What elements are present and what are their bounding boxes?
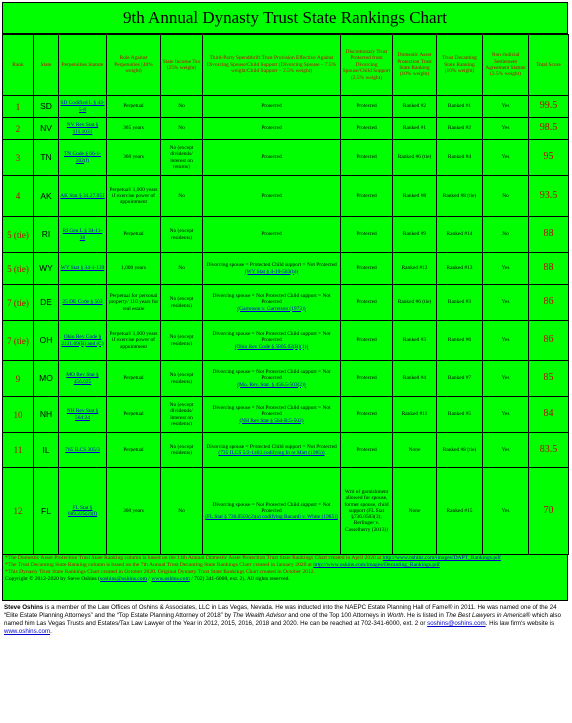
discretionary-cell: Protected bbox=[341, 140, 393, 176]
tax-cell: No bbox=[161, 176, 203, 217]
header-discretionary: Discretionary Trust Protected from Divorcing Spouse/Child Support (2.5% weight) bbox=[341, 35, 393, 96]
rank-cell: 7 (tie) bbox=[3, 321, 34, 361]
decanting-cell: Ranked #1 bbox=[437, 96, 483, 118]
statute-link[interactable] bbox=[59, 468, 107, 555]
spendthrift-citation[interactable]: (NH Rev Stat § 564-B:5-502) bbox=[239, 417, 304, 424]
statute-link-text[interactable]: MO Rev Stat § 456.025 bbox=[66, 372, 99, 385]
non-judicial-cell: Yes bbox=[483, 285, 529, 321]
spendthrift-cell bbox=[203, 217, 341, 253]
tax-cell: No (except dividends/ interest on returns) bbox=[161, 140, 203, 176]
dapt-cell: None bbox=[393, 433, 437, 468]
table-row bbox=[3, 321, 569, 361]
chart-title: 9th Annual Dynasty Trust State Rankings Chart bbox=[2, 2, 568, 34]
rule-cell: Perpetual bbox=[107, 96, 161, 118]
spendthrift-text: Protected bbox=[261, 154, 282, 161]
tax-cell: No (except residents) bbox=[161, 361, 203, 397]
header-total-score: Total Score bbox=[529, 35, 569, 96]
dapt-note: *The Domestic Asset Protection Trust State Ranking column is based on the 11th Annual Domestic Asset Protection Trust State Rankings Chart created in April 2020 at bbox=[5, 555, 382, 561]
state-cell: NH bbox=[34, 397, 59, 433]
state-cell: AK bbox=[34, 176, 59, 217]
bio-text-3: . He is listed in bbox=[403, 612, 446, 619]
spendthrift-cell bbox=[203, 468, 341, 555]
header-income-tax: State Income Tax (25% weight) bbox=[161, 35, 203, 96]
discretionary-cell: Protected bbox=[341, 118, 393, 140]
statute-link[interactable] bbox=[59, 321, 107, 361]
statute-link[interactable] bbox=[59, 217, 107, 253]
author-bio bbox=[2, 601, 568, 636]
statute-link[interactable] bbox=[59, 96, 107, 118]
spendthrift-citation[interactable]: (735 ILCS 5/2-1403 codifying In re Matt (1985)) bbox=[218, 450, 325, 456]
bio-worth: Worth bbox=[387, 612, 404, 619]
spendthrift-citation[interactable]: (Mo. Rev. Stat. § 456.5-503(2)) bbox=[237, 381, 306, 388]
spendthrift-cell bbox=[203, 253, 341, 285]
tax-cell: No (except residents) bbox=[161, 285, 203, 321]
tax-cell: No (except residents) bbox=[161, 433, 203, 468]
spendthrift-citation[interactable]: (FL Stat § 736.0503(2)(a) codifying Bacardi v. White (1985)) bbox=[205, 514, 338, 521]
state-cell: NV bbox=[34, 118, 59, 140]
state-cell: SD bbox=[34, 96, 59, 118]
rankings-table bbox=[2, 34, 569, 555]
spendthrift-text: Divorcing spouse = Protected Child support = Not Protected bbox=[206, 443, 337, 450]
header-non-judicial: Non-Judicial Settlement Agreement Statute (2.5% weight) bbox=[483, 35, 529, 96]
header-spendthrift: Third-Party Spendthrift Trust Provision Effective Against Divorcing Spouse/Child Support (Divorcing Spouse – 7.5% weight/Child Support – 2.5% weight) bbox=[203, 35, 341, 96]
spendthrift-citation[interactable]: (WY Stat § 4-10-503(b)) bbox=[244, 268, 299, 275]
statute-link[interactable] bbox=[59, 118, 107, 140]
bio-email-link[interactable]: soshins@oshins.com bbox=[427, 620, 486, 627]
spendthrift-cell bbox=[203, 118, 341, 140]
dapt-rankings-link[interactable]: http://www.oshins.com/images/DAPT_Rankings.pdf bbox=[382, 555, 501, 561]
copyright-phone: / 702) 341-6000, ext. 2). All rights reserved. bbox=[189, 576, 290, 583]
spendthrift-text: Divorcing spouse = Not Protected Child support = Not Protected bbox=[212, 501, 331, 514]
score-cell: 83.5 bbox=[529, 433, 569, 468]
discretionary-cell: Protected bbox=[341, 96, 393, 118]
table-row bbox=[3, 397, 569, 433]
header-perpetuities: Perpetuities Statute bbox=[59, 35, 107, 96]
discretionary-cell: Protected bbox=[341, 217, 393, 253]
decanting-cell: Ranked #8 (tie) bbox=[437, 433, 483, 468]
rule-cell: Perpetual for personal property/ 110 years for real estate bbox=[107, 285, 161, 321]
dapt-cell: Ranked #12 bbox=[393, 253, 437, 285]
table-row bbox=[3, 285, 569, 321]
statute-link-text[interactable]: NH Rev Stat § 564:24 bbox=[66, 408, 99, 421]
spendthrift-text: Protected bbox=[261, 231, 282, 238]
rank-cell: 5 (tie) bbox=[3, 253, 34, 285]
rule-cell: Perpetual bbox=[107, 397, 161, 433]
statute-link-text[interactable]: SD Codified L § 43-5-8 bbox=[60, 100, 105, 113]
decanting-cell: Ranked #14 bbox=[437, 217, 483, 253]
state-cell: RI bbox=[34, 217, 59, 253]
dapt-cell: Ranked #2 bbox=[393, 96, 437, 118]
spendthrift-citation[interactable]: (Ohio Rev Code § 5805.02(B)(1)) bbox=[234, 343, 309, 350]
dapt-cell: Ranked #3 bbox=[393, 321, 437, 361]
rule-cell: Perpetual bbox=[107, 433, 161, 468]
non-judicial-cell: Yes bbox=[483, 397, 529, 433]
bio-best-lawyers: The Best Lawyers in America® bbox=[445, 612, 531, 619]
rank-cell: 5 (tie) bbox=[3, 217, 34, 253]
dapt-cell: None bbox=[393, 468, 437, 555]
table-row bbox=[3, 361, 569, 397]
score-cell: 88 bbox=[529, 217, 569, 253]
score-cell: 86 bbox=[529, 321, 569, 361]
header-dapt: Domestic Asset Protection Trust State Ranking (10% weight) bbox=[393, 35, 437, 96]
decanting-cell: Ranked #4 bbox=[437, 140, 483, 176]
decanting-cell: Ranked #7 bbox=[437, 361, 483, 397]
dapt-cell: Ranked #1 bbox=[393, 118, 437, 140]
statute-link[interactable] bbox=[59, 176, 107, 217]
spendthrift-text: Protected bbox=[261, 125, 282, 132]
rankings-chart bbox=[2, 2, 568, 636]
statute-link[interactable] bbox=[59, 140, 107, 176]
author-name: Steve Oshins bbox=[4, 604, 44, 611]
spendthrift-cell bbox=[203, 96, 341, 118]
decanting-rankings-link[interactable]: http://www.oshins.com/images/Decanting_Rankings.pdf bbox=[313, 562, 440, 569]
dapt-cell: Ranked #8 bbox=[393, 176, 437, 217]
spendthrift-text: Protected bbox=[261, 103, 282, 110]
bio-text-4: which also named him Las Vegas Trusts and Estates/Tax Law Lawyer of the Year in 2012, 2015, 2016, 2018 and 2020. He can be reached at 702-341-6000, ext. 2 or bbox=[4, 612, 561, 627]
tax-cell: No bbox=[161, 118, 203, 140]
score-cell: 85 bbox=[529, 361, 569, 397]
table-row bbox=[3, 217, 569, 253]
score-cell: 93.5 bbox=[529, 176, 569, 217]
header-state: State bbox=[34, 35, 59, 96]
dapt-cell: Ranked #6 (tie) bbox=[393, 285, 437, 321]
score-cell: 99.5 bbox=[529, 96, 569, 118]
statute-link-text[interactable]: 25 DE Code § 503 bbox=[62, 299, 103, 306]
dapt-cell: Ranked #9 bbox=[393, 217, 437, 253]
bio-text-1: is a member of the Law Offices of Oshins & Associates, LLC in Las Vegas, Nevada. He was inducted into the NAEPC Estate Planning Hall of Fame® in 2011. He was named one of the 24 “Elite Estate Planning Attorneys” and the “Top Estate Planning Attorney of 2018” by bbox=[4, 604, 557, 619]
header-row bbox=[3, 35, 569, 96]
decanting-cell: Ranked #2 bbox=[437, 118, 483, 140]
decanting-note: *The Trust Decanting State Ranking column is based on the 7th Annual Trust Decanting State Rankings Chart created in January 2020 at bbox=[5, 562, 312, 569]
spendthrift-text: Divorcing spouse = Not Protected Child support = Not Protected bbox=[212, 369, 331, 382]
header-rank: Rank bbox=[3, 35, 34, 96]
score-cell: 98.5 bbox=[529, 118, 569, 140]
rule-cell: Perpetual bbox=[107, 361, 161, 397]
non-judicial-cell: Yes bbox=[483, 321, 529, 361]
spendthrift-citation[interactable]: (Garretson v. Garretson (1973)) bbox=[237, 305, 306, 312]
spendthrift-text: Divorcing spouse = Not Protected Child support = Not Protected bbox=[212, 331, 331, 344]
non-judicial-cell: Yes bbox=[483, 140, 529, 176]
score-cell: 86 bbox=[529, 285, 569, 321]
non-judicial-cell: Yes bbox=[483, 253, 529, 285]
discretionary-cell: Protected bbox=[341, 253, 393, 285]
score-cell: 88 bbox=[529, 253, 569, 285]
table-row bbox=[3, 433, 569, 468]
decanting-cell: Ranked #6 bbox=[437, 321, 483, 361]
rule-cell: 365 years bbox=[107, 118, 161, 140]
non-judicial-cell: Yes bbox=[483, 433, 529, 468]
spendthrift-text: Protected bbox=[261, 192, 282, 199]
state-cell: OH bbox=[34, 321, 59, 361]
statute-link-text[interactable]: FL Stat § 689.225(2)(f) bbox=[67, 504, 98, 517]
bio-text-5: . His law firm's website is bbox=[485, 620, 555, 627]
statute-link-text[interactable]: RI Gen L § 34-11-38 bbox=[62, 228, 103, 241]
tax-cell: No bbox=[161, 96, 203, 118]
discretionary-cell: Protected bbox=[341, 433, 393, 468]
table-row bbox=[3, 118, 569, 140]
tax-cell: No (except residents) bbox=[161, 321, 203, 361]
dapt-cell: Ranked #6 (tie) bbox=[393, 140, 437, 176]
table-row bbox=[3, 253, 569, 285]
rank-cell: 2 bbox=[3, 118, 34, 140]
table-row bbox=[3, 176, 569, 217]
header-decanting: Trust Decanting State Ranking (10% weight) bbox=[437, 35, 483, 96]
rule-cell: 360 years bbox=[107, 140, 161, 176]
bio-text-6: . bbox=[50, 628, 52, 635]
dapt-cell: Ranked #4 bbox=[393, 361, 437, 397]
spendthrift-cell bbox=[203, 176, 341, 217]
score-cell: 70 bbox=[529, 468, 569, 555]
decanting-cell: Ranked #5 bbox=[437, 397, 483, 433]
discretionary-cell: Protected bbox=[341, 176, 393, 217]
rule-cell: 360 years bbox=[107, 468, 161, 555]
discretionary-cell: Writ of garnishment allowed for spouse, former spouse, child support (FL Stat §736.0503(3); Berlinger v. Casselberry (2013)) bbox=[341, 468, 393, 555]
statute-link[interactable] bbox=[59, 433, 107, 468]
statute-link-text[interactable]: AK Stat § 34.27.051 bbox=[60, 192, 105, 199]
non-judicial-cell: Yes bbox=[483, 361, 529, 397]
spendthrift-text: Divorcing spouse = Not Protected Child support = Not Protected bbox=[212, 293, 331, 306]
state-cell: MO bbox=[34, 361, 59, 397]
spendthrift-cell bbox=[203, 285, 341, 321]
table-row bbox=[3, 96, 569, 118]
created-note: *This Dynasty Trust State Rankings Chart created in October 2020. Original Dynasty Trust State Rankings Chart created in October 2012. bbox=[5, 569, 315, 576]
non-judicial-cell: No bbox=[483, 176, 529, 217]
table-row bbox=[3, 140, 569, 176]
decanting-cell: Ranked #3 bbox=[437, 285, 483, 321]
statute-link-text[interactable]: WY Stat § 34-1-139 bbox=[60, 265, 105, 272]
rule-cell: 1,000 years bbox=[107, 253, 161, 285]
statute-link-text[interactable]: TN Code § 66-1-202(f) bbox=[64, 151, 101, 164]
spendthrift-cell bbox=[203, 433, 341, 468]
statute-link[interactable] bbox=[59, 361, 107, 397]
header-rule-against-perpetuities: Rule Against Perpetuities (40% weight) bbox=[107, 35, 161, 96]
spendthrift-cell bbox=[203, 361, 341, 397]
non-judicial-cell: Yes bbox=[483, 96, 529, 118]
tax-cell: No (except dividends/ interest on residents) bbox=[161, 397, 203, 433]
bio-text-2: and one of the Top 100 Attorneys in bbox=[286, 612, 388, 619]
footnotes bbox=[2, 555, 568, 601]
bio-wealth-advisor: The Wealth Advisor bbox=[232, 612, 287, 619]
score-cell: 84 bbox=[529, 397, 569, 433]
state-cell: TN bbox=[34, 140, 59, 176]
spendthrift-text: Divorcing spouse = Not Protected Child support = Not Protected bbox=[212, 405, 331, 418]
decanting-cell: Ranked #8 (tie) bbox=[437, 176, 483, 217]
statute-link-text[interactable]: NV Rev Stat § 111.1031 bbox=[66, 122, 99, 135]
score-cell: 95 bbox=[529, 140, 569, 176]
tax-cell: No bbox=[161, 253, 203, 285]
rank-cell: 12 bbox=[3, 468, 34, 555]
discretionary-cell: Protected bbox=[341, 361, 393, 397]
rank-cell: 4 bbox=[3, 176, 34, 217]
dapt-cell: Ranked #11 bbox=[393, 397, 437, 433]
rule-cell: Perpetual/ 1,000 years if exercise power of appointment bbox=[107, 176, 161, 217]
discretionary-cell: Protected bbox=[341, 285, 393, 321]
rule-cell: Perpetual bbox=[107, 217, 161, 253]
state-cell: DE bbox=[34, 285, 59, 321]
discretionary-cell: Protected bbox=[341, 397, 393, 433]
copyright-email-link[interactable]: soshins@oshins.com bbox=[100, 576, 147, 583]
state-cell: WY bbox=[34, 253, 59, 285]
state-cell: IL bbox=[34, 433, 59, 468]
discretionary-cell: Protected bbox=[341, 321, 393, 361]
rank-cell: 11 bbox=[3, 433, 34, 468]
statute-link[interactable] bbox=[59, 253, 107, 285]
spendthrift-cell bbox=[203, 397, 341, 433]
spendthrift-text: Divorcing spouse = Protected Child support = Not Protected bbox=[206, 262, 337, 269]
rank-cell: 9 bbox=[3, 361, 34, 397]
copyright-text: Copyright © 2012-2020 by Steve Oshins ( bbox=[5, 576, 100, 583]
statute-link-text[interactable]: Ohio Rev Code § 2131.09(B) and (C) bbox=[61, 334, 104, 347]
statute-link-text[interactable]: 765 ILCS 305/3 bbox=[65, 446, 100, 453]
bio-site-link[interactable]: www.oshins.com bbox=[4, 628, 51, 635]
copyright-separator: / bbox=[146, 576, 152, 583]
table-row bbox=[3, 468, 569, 555]
statute-link[interactable] bbox=[59, 285, 107, 321]
statute-link[interactable] bbox=[59, 397, 107, 433]
spendthrift-cell bbox=[203, 140, 341, 176]
decanting-cell: Ranked #13 bbox=[437, 253, 483, 285]
non-judicial-cell: Yes bbox=[483, 468, 529, 555]
rule-cell: Perpetual/ 1,000 years if exercise power of appointment bbox=[107, 321, 161, 361]
non-judicial-cell: Yes bbox=[483, 118, 529, 140]
rank-cell: 3 bbox=[3, 140, 34, 176]
decanting-cell: Ranked #15 bbox=[437, 468, 483, 555]
copyright-site-link[interactable]: www.oshins.com bbox=[151, 576, 190, 583]
spendthrift-cell bbox=[203, 321, 341, 361]
non-judicial-cell: No bbox=[483, 217, 529, 253]
state-cell: FL bbox=[34, 468, 59, 555]
rank-cell: 10 bbox=[3, 397, 34, 433]
rank-cell: 7 (tie) bbox=[3, 285, 34, 321]
tax-cell: No (except residents) bbox=[161, 217, 203, 253]
tax-cell: No bbox=[161, 468, 203, 555]
rank-cell: 1 bbox=[3, 96, 34, 118]
